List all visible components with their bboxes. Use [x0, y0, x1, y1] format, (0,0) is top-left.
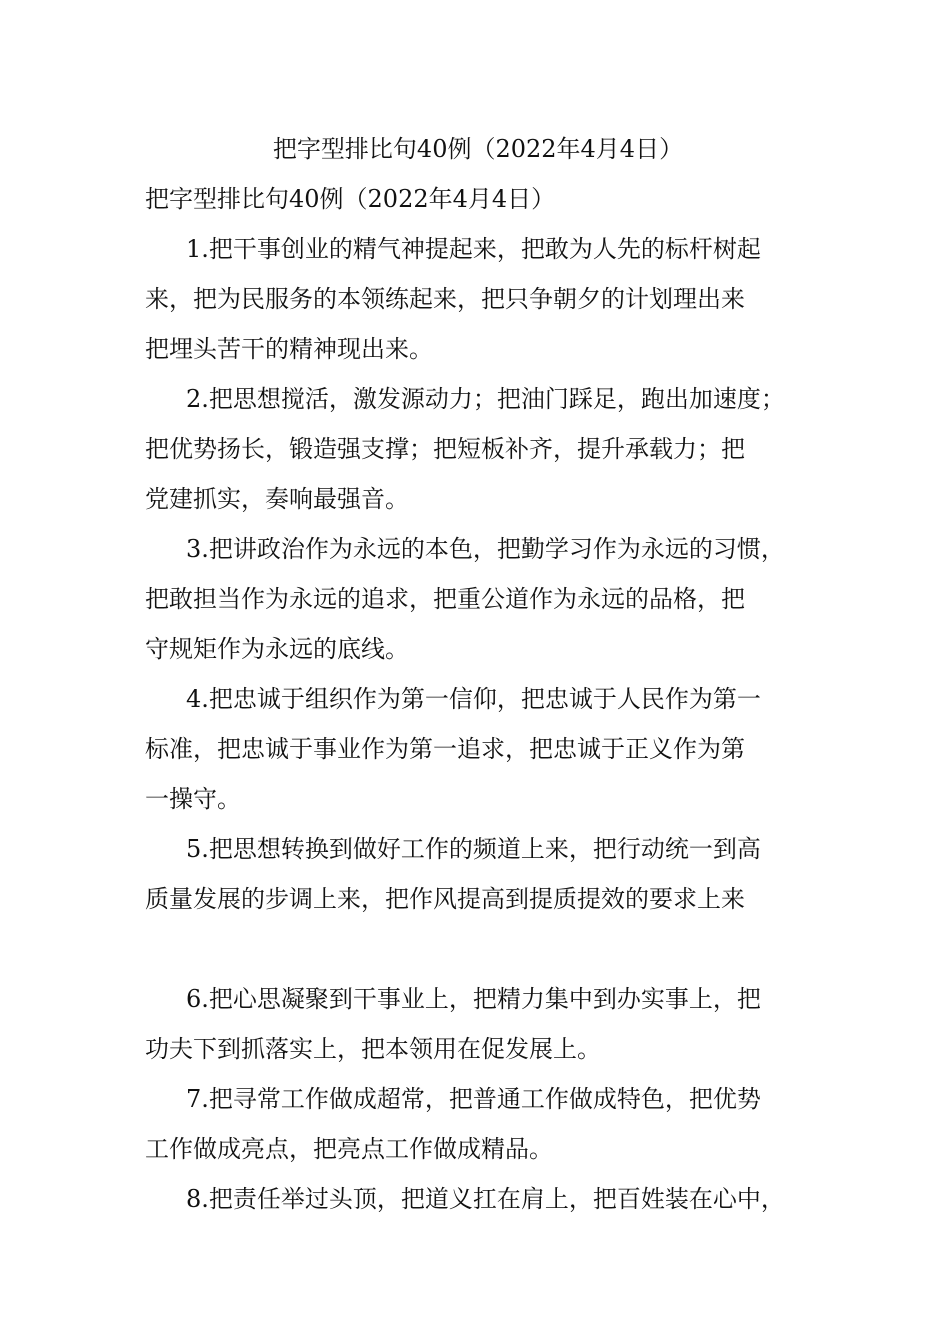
paragraph-6-line-1: 6.把心思凝聚到干事业上，把精力集中到办实事上，把 [186, 985, 761, 1013]
paragraph-7-line-2: 工作做成亮点，把亮点工作做成精品。 [145, 1135, 553, 1163]
paragraph-5-line-2: 质量发展的步调上来，把作风提高到提质提效的要求上来 [145, 885, 745, 913]
paragraph-6-line-2: 功夫下到抓落实上，把本领用在促发展上。 [145, 1035, 601, 1063]
paragraph-1-line-3: 把埋头苦干的精神现出来。 [145, 335, 433, 363]
paragraph-2-line-1: 2.把思想搅活，激发源动力；把油门踩足，跑出加速度； [186, 385, 785, 413]
paragraph-1-line-1: 1.把干事创业的精气神提起来，把敢为人先的标杆树起 [186, 235, 761, 263]
paragraph-4-line-1: 4.把忠诚于组织作为第一信仰，把忠诚于人民作为第一 [186, 685, 761, 713]
paragraph-5-line-1: 5.把思想转换到做好工作的频道上来，把行动统一到高 [186, 835, 761, 863]
paragraph-3-line-1: 3.把讲政治作为永远的本色，把勤学习作为永远的习惯， [186, 535, 785, 563]
paragraph-4-line-3: 一操守。 [145, 785, 241, 813]
paragraph-2-line-3: 党建抓实，奏响最强音。 [145, 485, 409, 513]
paragraph-2-line-2: 把优势扬长，锻造强支撑；把短板补齐，提升承载力；把 [145, 435, 745, 463]
paragraph-8-line-1: 8.把责任举过头顶，把道义扛在肩上，把百姓装在心中， [186, 1185, 785, 1213]
document-title: 把字型排比句40例（2022年4月4日） [272, 135, 684, 163]
paragraph-3-line-2: 把敢担当作为永远的追求，把重公道作为永远的品格，把 [145, 585, 745, 613]
paragraph-4-line-2: 标准，把忠诚于事业作为第一追求，把忠诚于正义作为第 [145, 735, 745, 763]
document-subtitle: 把字型排比句40例（2022年4月4日） [145, 185, 556, 213]
paragraph-3-line-3: 守规矩作为永远的底线。 [145, 635, 409, 663]
paragraph-1-line-2: 来，把为民服务的本领练起来，把只争朝夕的计划理出来 [145, 285, 745, 313]
paragraph-7-line-1: 7.把寻常工作做成超常，把普通工作做成特色，把优势 [186, 1085, 761, 1113]
